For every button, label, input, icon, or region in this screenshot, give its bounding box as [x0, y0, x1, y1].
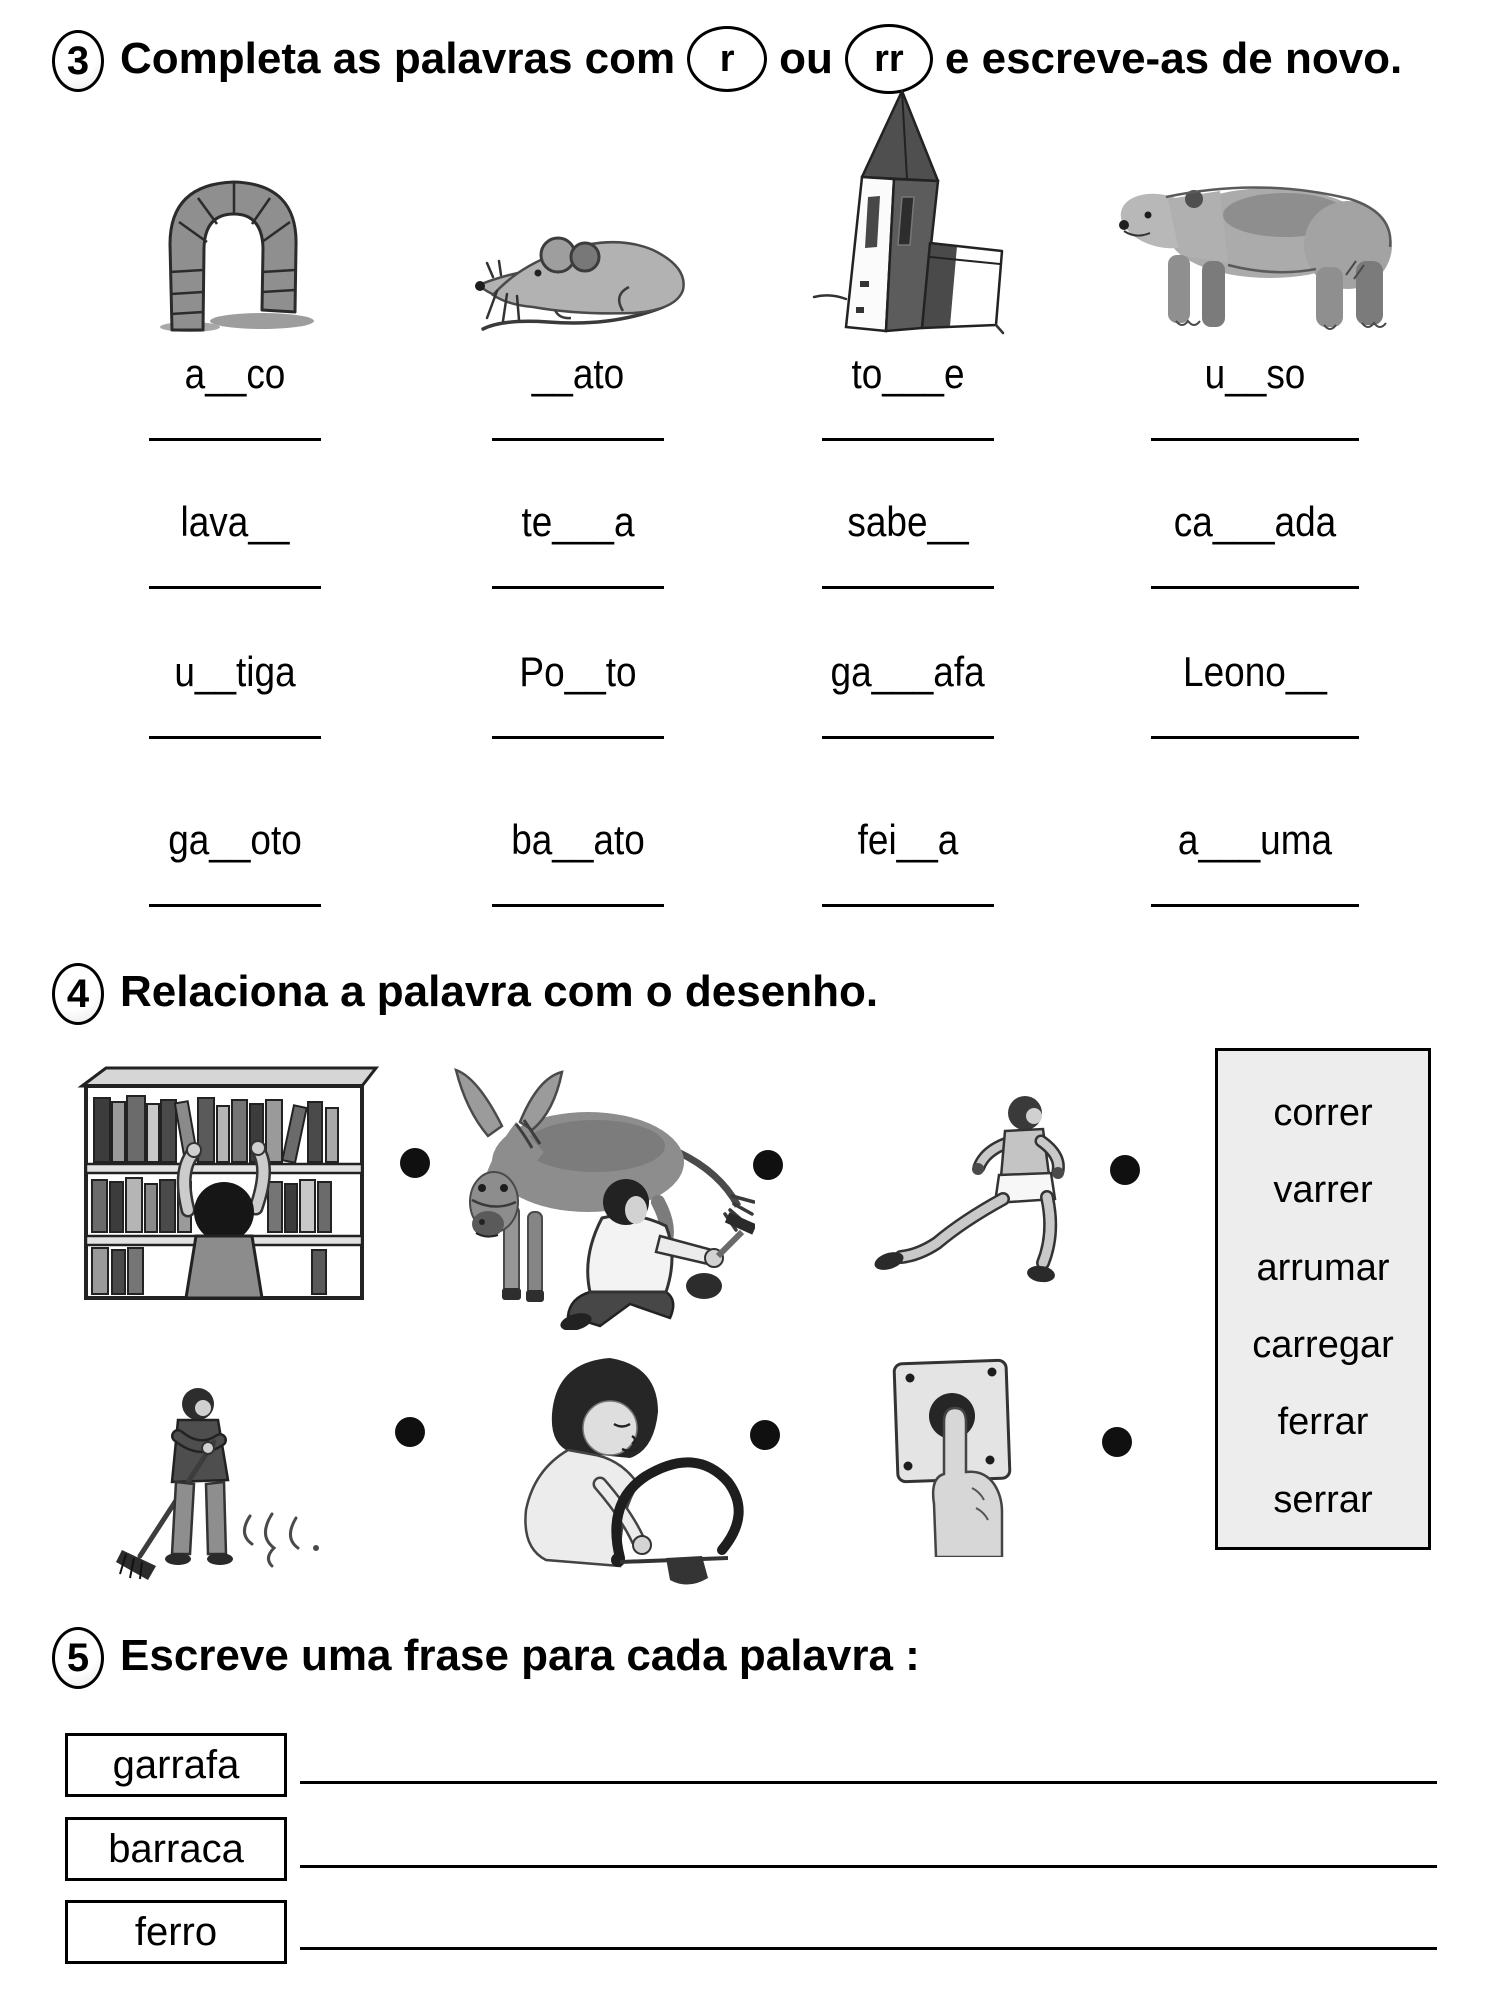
exercise3-pictures: [60, 85, 1440, 335]
exercise3-word-row-4: [60, 816, 1440, 907]
fill-word: Po__to: [518, 648, 637, 695]
exercise5-number-badge: 5: [52, 1627, 104, 1689]
bank-word-ferrar[interactable]: ferrar: [1277, 1401, 1369, 1444]
answer-line[interactable]: [492, 586, 664, 589]
sentence-line[interactable]: [300, 1865, 1437, 1868]
fill-word: a__co: [184, 350, 286, 397]
fill-word: u__tiga: [174, 648, 296, 695]
answer-line[interactable]: [1151, 904, 1359, 907]
fill-word: ga__oto: [168, 816, 302, 863]
answer-line[interactable]: [149, 586, 321, 589]
fill-word: lava__: [180, 498, 290, 545]
exercise3-word-row-2: [60, 498, 1440, 589]
tower-icon: [810, 85, 1005, 340]
exercise5-title-text: Escreve uma frase para cada palavra :: [120, 1631, 920, 1680]
answer-line[interactable]: [492, 904, 664, 907]
wordbox-barraca: barraca: [65, 1817, 287, 1881]
girl-sawing-icon[interactable]: [470, 1352, 770, 1602]
fill-word: a___uma: [1177, 816, 1333, 863]
bank-word-arrumar[interactable]: arrumar: [1256, 1246, 1390, 1289]
fill-word: __ato: [531, 350, 624, 397]
bank-word-varrer[interactable]: varrer: [1273, 1169, 1373, 1212]
child-arranging-bookshelf-icon[interactable]: [72, 1060, 387, 1315]
exercise3-title: [120, 28, 1402, 90]
exercise3-conjunction: ou: [779, 34, 833, 83]
answer-line[interactable]: [1151, 736, 1359, 739]
fill-word: to___e: [850, 350, 965, 397]
option-r[interactable]: r: [687, 26, 767, 92]
man-shoeing-donkey-icon[interactable]: [420, 1060, 755, 1335]
exercise4-title: [120, 963, 878, 1021]
fill-word: ba__ato: [510, 816, 645, 863]
exercise3-title-after: e escreve-as de novo.: [944, 34, 1403, 83]
fill-word: ga___afa: [830, 648, 985, 695]
match-dot[interactable]: [750, 1420, 780, 1450]
stone-arch-icon: [150, 160, 320, 340]
fill-word: te___a: [520, 498, 635, 545]
answer-line[interactable]: [822, 904, 994, 907]
answer-line[interactable]: [149, 438, 321, 441]
word-bank: [1215, 1048, 1431, 1550]
wordbox-ferro: ferro: [65, 1900, 287, 1964]
exercise3-word-row-1: [60, 350, 1440, 441]
fill-word: ca___ada: [1173, 498, 1337, 545]
match-dot[interactable]: [395, 1417, 425, 1447]
finger-pressing-doorbell-icon[interactable]: [876, 1352, 1031, 1562]
match-dot[interactable]: [753, 1150, 783, 1180]
fill-word: u__so: [1204, 350, 1306, 397]
answer-line[interactable]: [149, 736, 321, 739]
option-rr[interactable]: rr: [845, 24, 933, 94]
exercise4-title-text: Relaciona a palavra com o desenho.: [120, 967, 879, 1016]
answer-line[interactable]: [149, 904, 321, 907]
boy-sweeping-icon[interactable]: [112, 1378, 352, 1588]
running-boy-icon[interactable]: [845, 1085, 1085, 1290]
wordbox-garrafa: garrafa: [65, 1733, 287, 1797]
exercise3-word-row-3: [60, 648, 1440, 739]
bear-icon: [1110, 163, 1400, 340]
answer-line[interactable]: [1151, 438, 1359, 441]
match-dot[interactable]: [1102, 1427, 1132, 1457]
sentence-line[interactable]: [300, 1947, 1437, 1950]
match-dot[interactable]: [1110, 1155, 1140, 1185]
sentence-line[interactable]: [300, 1781, 1437, 1784]
fill-word: sabe__: [846, 498, 969, 545]
exercise3-title-before: Completa as palavras com: [120, 34, 676, 83]
rat-icon: [463, 215, 693, 340]
answer-line[interactable]: [822, 586, 994, 589]
answer-line[interactable]: [822, 438, 994, 441]
exercise5-title: [120, 1627, 920, 1685]
exercise3-number-badge: 3: [52, 30, 104, 92]
bank-word-carregar[interactable]: carregar: [1252, 1324, 1394, 1367]
exercise4-number-badge: 4: [52, 963, 104, 1025]
answer-line[interactable]: [1151, 586, 1359, 589]
answer-line[interactable]: [492, 736, 664, 739]
answer-line[interactable]: [492, 438, 664, 441]
fill-word: fei__a: [857, 816, 958, 863]
bank-word-correr[interactable]: correr: [1273, 1092, 1373, 1135]
bank-word-serrar[interactable]: serrar: [1273, 1478, 1373, 1521]
answer-line[interactable]: [822, 736, 994, 739]
fill-word: Leono__: [1183, 648, 1327, 695]
